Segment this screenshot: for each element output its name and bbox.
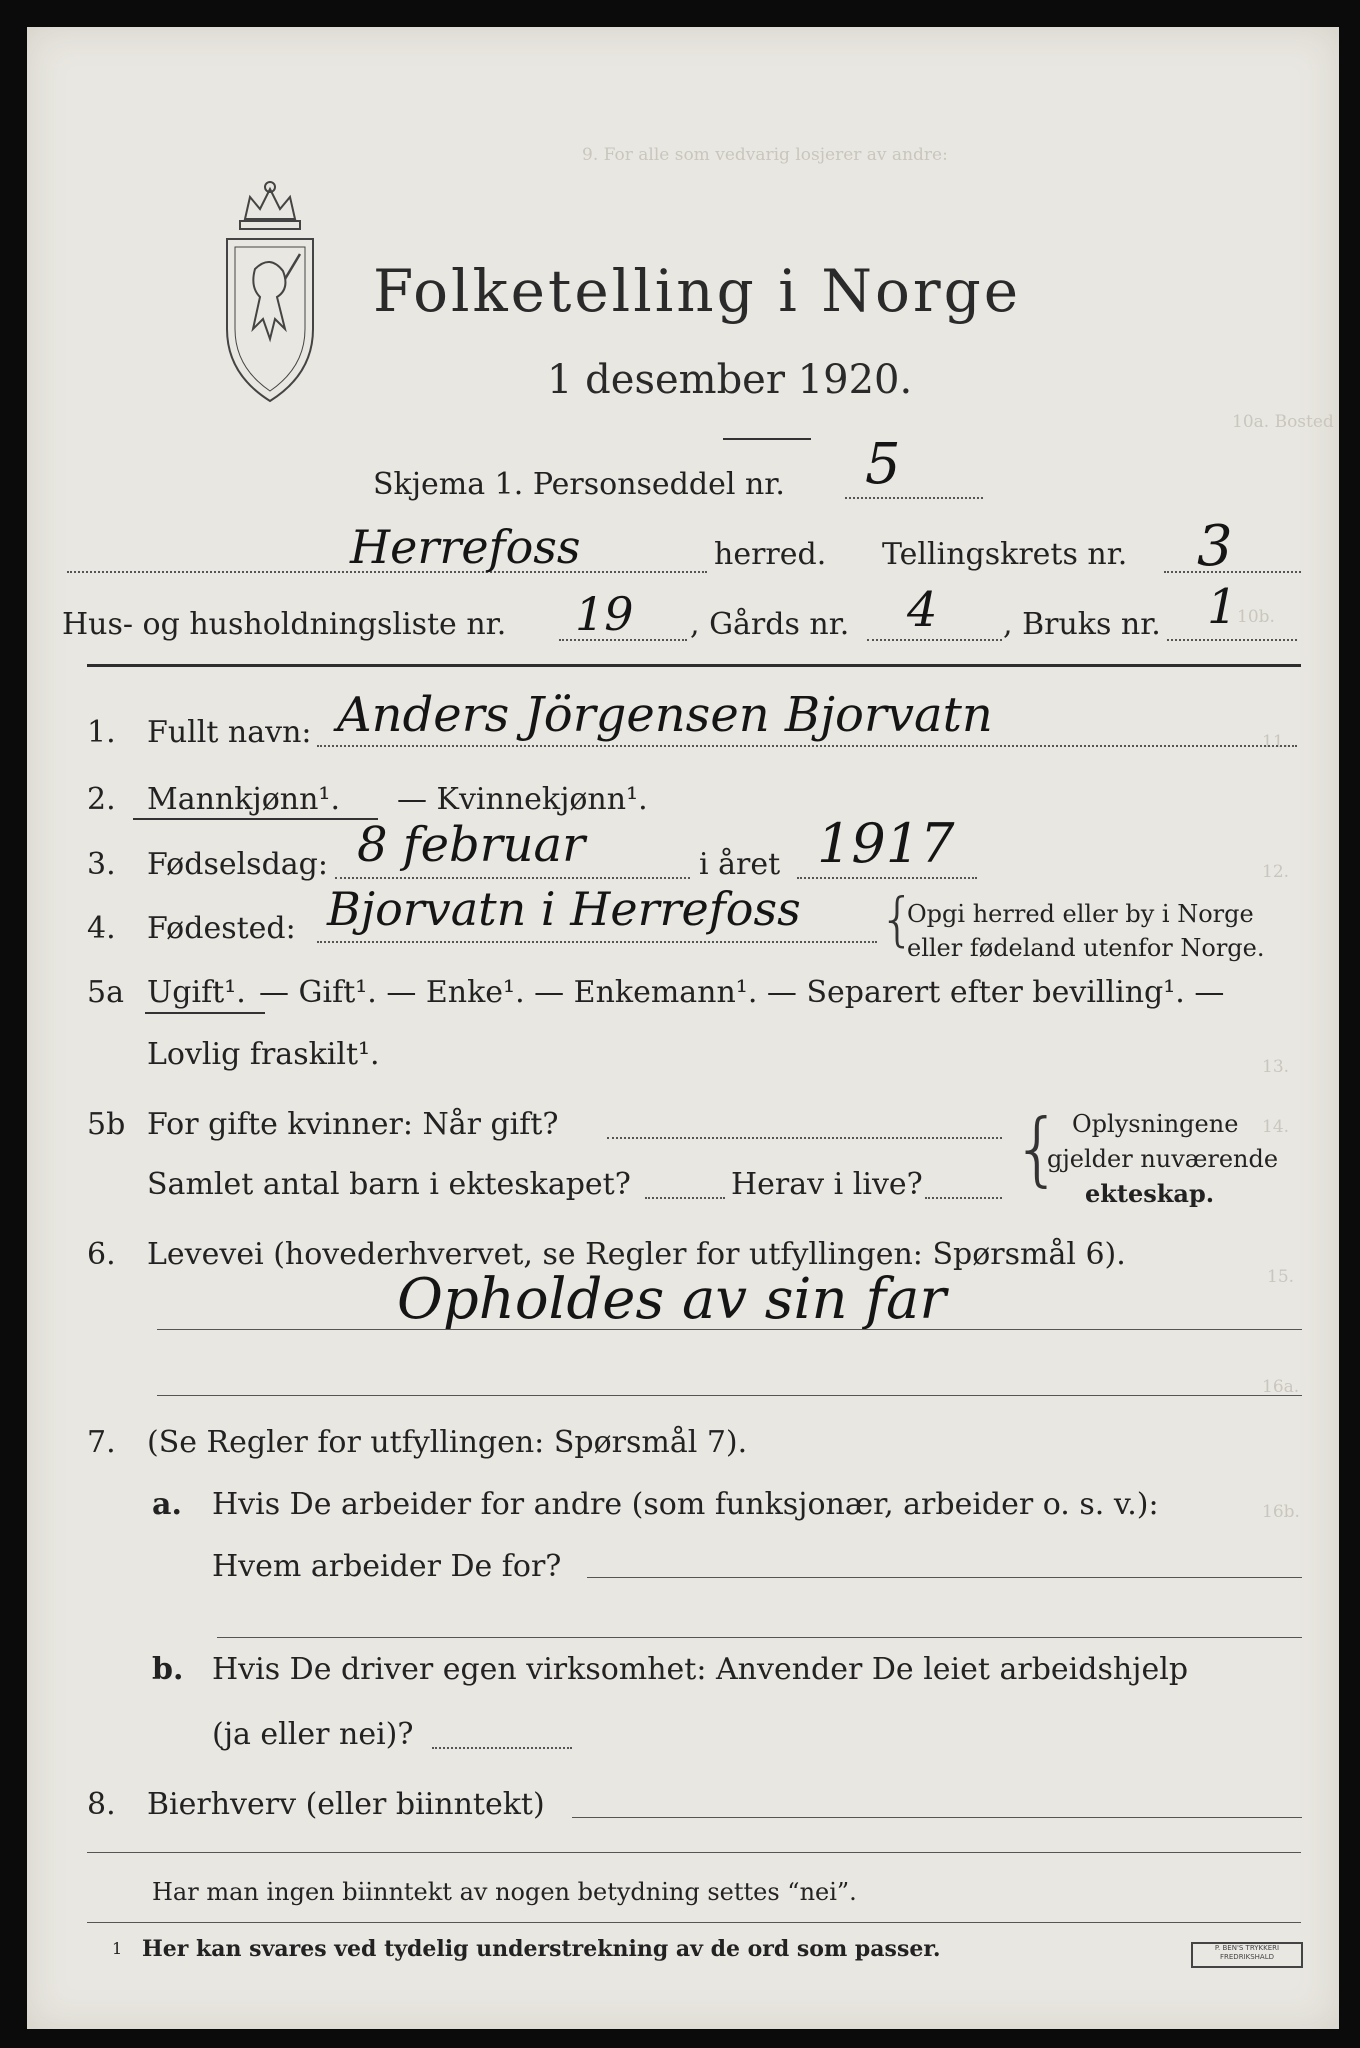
herred-value[interactable]: Herrefoss <box>350 520 581 574</box>
census-form-sheet <box>27 27 1339 2029</box>
q4-line <box>317 941 877 943</box>
footnote-mark: 1 <box>112 1939 123 1958</box>
q7b-label: Hvis De driver egen virksomhet: Anvender De leiet arbeidshjelp <box>212 1652 1189 1687</box>
q1-line <box>317 745 1297 747</box>
q5b-note-line2: gjelder nuværende <box>1047 1145 1279 1173</box>
footer-separator <box>87 1852 1301 1853</box>
q7-number: 7. <box>87 1425 116 1460</box>
q7a-employer-line2 <box>217 1637 1302 1638</box>
q4-number: 4. <box>87 911 116 946</box>
bleed-through-text: 16a. <box>1262 1377 1300 1397</box>
bleed-through-text: 10b. <box>1237 607 1275 627</box>
herred-label: herred. <box>714 537 827 572</box>
q7a-employer-line <box>587 1577 1302 1578</box>
q8-number: 8. <box>87 1787 116 1822</box>
q7-label: (Se Regler for utfyllingen: Spørsmål 7). <box>147 1425 748 1460</box>
q1-label: Fullt navn: <box>147 715 312 750</box>
q4-birthplace[interactable]: Bjorvatn i Herrefoss <box>327 882 801 936</box>
bleed-through-text: 16b. <box>1262 1502 1300 1522</box>
q8-line <box>572 1817 1302 1818</box>
tellingskrets-number[interactable]: 3 <box>1197 514 1233 579</box>
bruks-number[interactable]: 1 <box>1207 579 1238 635</box>
q3-number: 3. <box>87 847 116 882</box>
q4-note-line2: eller fødeland utenfor Norge. <box>907 934 1265 962</box>
bleed-through-text: 13. <box>1262 1057 1290 1077</box>
bruks-label: , Bruks nr. <box>1003 607 1161 642</box>
q4-brace: { <box>879 885 916 953</box>
q7a-employer-label: Hvem arbeider De for? <box>212 1549 562 1584</box>
q5b-number: 5b <box>87 1107 126 1142</box>
q6-line1 <box>157 1329 1302 1330</box>
personseddel-line <box>845 497 983 499</box>
q5b-married-label: For gifte kvinner: Når gift? <box>147 1107 559 1142</box>
q5b-note-line1: Oplysningene <box>1072 1110 1239 1138</box>
q3-year-line <box>797 877 977 879</box>
printer-stamp: P. BEN'S TRYKKERI FREDRIKSHALD <box>1191 1942 1303 1968</box>
tellingskrets-label: Tellingskrets nr. <box>882 537 1128 572</box>
q5b-alive-line <box>925 1197 1002 1199</box>
q3-label: Fødselsdag: <box>147 847 328 882</box>
q5a-other-options[interactable]: — Gift¹. — Enke¹. — Enkemann¹. — Separert efter bevilling¹. — <box>259 975 1225 1010</box>
q5b-children-line <box>645 1197 725 1199</box>
bleed-through-text: 14. <box>1262 1117 1290 1137</box>
q2-male-option[interactable]: Mannkjønn¹. <box>147 782 340 817</box>
q5a-ugift-option[interactable]: Ugift¹. <box>147 975 246 1010</box>
hus-label: Hus- og husholdningsliste nr. <box>62 607 507 642</box>
footnote-separator <box>87 1922 1301 1923</box>
bleed-through-text: 15. <box>1267 1267 1295 1287</box>
q7a-label: Hvis De arbeider for andre (som funksjonær, arbeider o. s. v.): <box>212 1487 1159 1522</box>
q5b-note-line3: ekteskap. <box>1085 1179 1215 1208</box>
footnote-text: Her kan svares ved tydelig understrekning av de ord som passer. <box>142 1936 941 1962</box>
q3-line <box>335 877 690 879</box>
q5b-brace: { <box>1012 1102 1063 1195</box>
title-divider <box>723 438 811 440</box>
q5a-ugift-underline <box>145 1012 265 1014</box>
q1-number: 1. <box>87 715 116 750</box>
bruks-line <box>1167 639 1297 641</box>
gards-number[interactable]: 4 <box>907 582 938 638</box>
q7a-letter: a. <box>152 1487 182 1522</box>
q7b-yes-no-label: (ja eller nei)? <box>212 1717 414 1752</box>
q6-line2 <box>157 1395 1302 1396</box>
q2-male-underline <box>133 818 378 820</box>
hus-number[interactable]: 19 <box>575 587 634 641</box>
footer-note: Har man ingen biinntekt av nogen betydning settes “nei”. <box>152 1878 857 1906</box>
gards-line <box>867 639 1002 641</box>
q6-occupation[interactable]: Opholdes av sin far <box>397 1267 947 1332</box>
q4-note-line1: Opgi herred eller by i Norge <box>907 900 1254 928</box>
header-separator <box>87 664 1301 667</box>
bleed-through-text: 9. For alle som vedvarig losjerer av andre: <box>582 145 948 165</box>
q8-label: Bierhverv (eller biinntekt) <box>147 1787 545 1822</box>
q7b-yes-no-line <box>432 1747 572 1749</box>
coat-of-arms-icon <box>215 179 325 409</box>
q5b-children-label: Samlet antal barn i ekteskapet? <box>147 1167 631 1202</box>
bleed-through-text: 11. <box>1262 732 1290 752</box>
q2-number: 2. <box>87 782 116 817</box>
q1-full-name[interactable]: Anders Jörgensen Bjorvatn <box>337 687 993 743</box>
q2-female-option[interactable]: — Kvinnekjønn¹. <box>397 782 648 817</box>
q5b-alive-label: Herav i live? <box>731 1167 923 1202</box>
q5a-fraskilt-option[interactable]: Lovlig fraskilt¹. <box>147 1037 380 1072</box>
q7b-letter: b. <box>152 1652 184 1687</box>
bleed-through-text: 12. <box>1262 862 1290 882</box>
skjema-label: Skjema 1. Personseddel nr. <box>373 467 785 502</box>
q3-birth-year[interactable]: 1917 <box>817 812 955 875</box>
q5a-number: 5a <box>87 975 124 1010</box>
q3-birth-date[interactable]: 8 februar <box>357 817 586 873</box>
q6-label: Levevei (hovederhvervet, se Regler for utfyllingen: Spørsmål 6). <box>147 1237 1126 1272</box>
gards-label: , Gårds nr. <box>690 607 850 642</box>
q3-year-label: i året <box>699 847 781 882</box>
q6-number: 6. <box>87 1237 116 1272</box>
q5b-married-line <box>607 1137 1002 1139</box>
personseddel-number[interactable]: 5 <box>865 432 901 497</box>
q4-label: Fødested: <box>147 911 296 946</box>
form-date: 1 desember 1920. <box>547 357 913 403</box>
form-title: Folketelling i Norge <box>373 257 1022 325</box>
bleed-through-text: 10a. Bosted <box>1232 412 1334 432</box>
